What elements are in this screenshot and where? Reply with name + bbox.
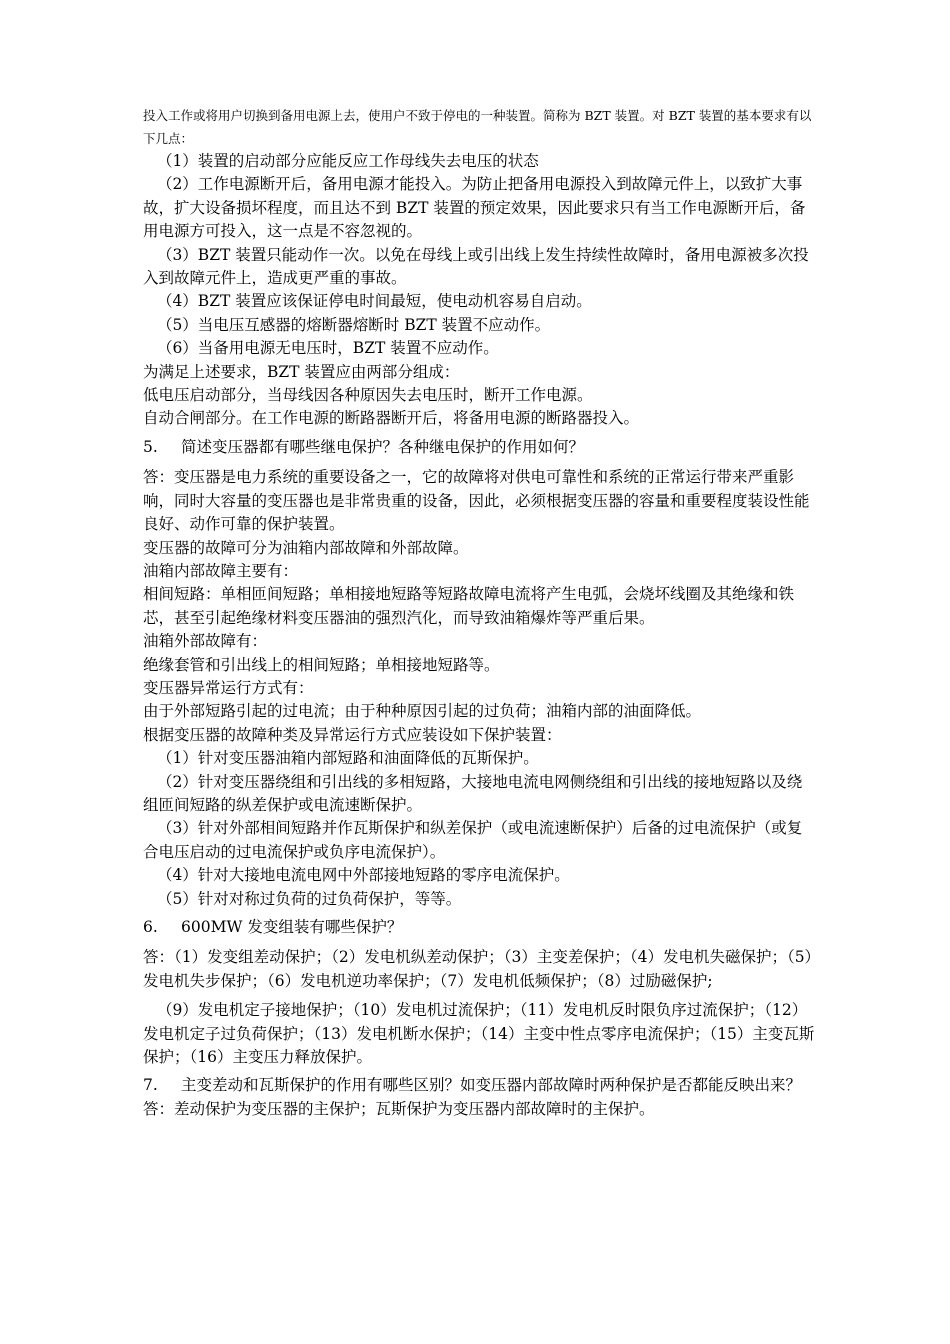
answer-paragraph: 根据变压器的故障种类及异常运行方式应装设如下保护装置： (143, 725, 562, 744)
answer-paragraph: 由于外部短路引起的过电流；由于种种原因引起的过负荷；油箱内部的油面降低。 (143, 702, 702, 721)
bzt-composition (143, 361, 815, 431)
answer-paragraph: （9）发电机定子接地保护；（10）发电机过流保护；（11）发电机反时限负序过流保护；（12）发电机定子过负荷保护；（13）发电机断水保护；（14）主变中性点零序电流保护；（15）主变瓦斯保护；（16）主变压力释放保护。 (143, 1001, 815, 1067)
question-number: 7. (143, 1076, 158, 1095)
question-text: 600MW 发变组装有哪些保护？ (181, 918, 403, 936)
question-text: 简述变压器都有哪些继电保护？各种继电保护的作用如何？ (181, 437, 585, 456)
answer-paragraph: 变压器异常运行方式有： (143, 678, 314, 697)
question-number: 6. (143, 918, 158, 936)
question-text: 主变差动和瓦斯保护的作用有哪些区别？如变压器内部故障时两种保护是否都能反映出来？ (181, 1076, 802, 1095)
requirement-item: （5）当电压互感器的熔断器熔断时 BZT 装置不应动作。 (156, 315, 551, 334)
answer-paragraph: 绝缘套管和引出线上的相间短路；单相接地短路等。 (143, 655, 500, 674)
requirement-item: （6）当备用电源无电压时，BZT 装置不应动作。 (156, 339, 499, 358)
protection-item: （2）针对变压器绕组和引出线的多相短路，大接地电流电网侧绕组和引出线的接地短路以及绕组匝间短路的纵差保护或电流速断保护。 (143, 772, 803, 814)
intro-paragraph: 投入工作或将用户切换到备用电源上去，使用户不致于停电的一种装置。简称为 BZT 装置。对 BZT 装置的基本要求有以下几点： (143, 108, 812, 146)
answer-paragraph: 变压器的故障可分为油箱内部故障和外部故障。 (143, 538, 469, 557)
composition-line: 为满足上述要求，BZT 装置应由两部分组成： (143, 362, 460, 381)
answer-paragraph: 答：（1）发变组差动保护；（2）发电机纵差动保护；（3）主变差保护；（4）发电机失磁保护；（5）发电机失步保护；（6）发电机逆功率保护；（7）发电机低频保护；（8）过励磁保护; (143, 948, 813, 990)
answer-paragraph: 相间短路：单相匝间短路；单相接地短路等短路故障电流将产生电弧，会烧坏线圈及其绝缘和铁芯，甚至引起绝缘材料变压器油的强烈汽化，而导致油箱爆炸等严重后果。 (143, 585, 795, 627)
requirement-item: （3）BZT 装置只能动作一次。以免在母线上或引出线上发生持续性故障时，备用电源被多次投入到故障元件上，造成更严重的事故。 (143, 245, 809, 288)
answer-7: 答：差动保护为变压器的主保护；瓦斯保护为变压器内部故障时的主保护。 (143, 1099, 655, 1118)
answer-paragraph: 油箱外部故障有： (143, 632, 268, 651)
protection-item: （3）针对外部相间短路并作瓦斯保护和纵差保护（或电流速断保护）后备的过电流保护（或复合电压启动的过电流保护或负序电流保护）。 (143, 819, 803, 861)
composition-line: 低电压启动部分，当母线因各种原因失去电压时，断开工作电源。 (143, 386, 593, 405)
answer-6 (143, 946, 815, 1069)
question-6 (143, 916, 815, 939)
answer-5 (143, 466, 815, 911)
protection-item: （5）针对对称过负荷的过负荷保护，等等。 (156, 889, 462, 908)
protection-item: （4）针对大接地电流电网中外部接地短路的零序电流保护。 (156, 866, 570, 885)
protection-item: （1）针对变压器油箱内部短路和油面降低的瓦斯保护。 (156, 749, 539, 768)
requirement-item: （4）BZT 装置应该保证停电时间最短，使电动机容易自启动。 (156, 292, 592, 311)
requirement-item: （2）工作电源断开后，备用电源才能投入。为防止把备用电源投入到故障元件上，以致扩大事故，扩大设备损坏程度，而且达不到 BZT 装置的预定效果，因此要求只有当工作电源断开后，备用电源方可投入，这一点是不容忽视的。 (143, 175, 806, 241)
bzt-requirements-list (143, 150, 815, 361)
question-7 (143, 1074, 815, 1097)
requirement-item: （1）装置的启动部分应能反应工作母线失去电压的状态 (156, 152, 539, 170)
question-5 (143, 436, 815, 459)
composition-line: 自动合闸部分。在工作电源的断路器断开后，将备用电源的断路器投入。 (143, 409, 640, 428)
question-number: 5. (143, 437, 158, 456)
document-body (143, 104, 815, 1121)
answer-paragraph: 油箱内部故障主要有： (143, 561, 299, 580)
answer-paragraph: 答：变压器是电力系统的重要设备之一，它的故障将对供电可靠性和系统的正常运行带来严重影响，同时大容量的变压器也是非常贵重的设备，因此，必须根据变压器的容量和重要程度装设性能良好、动作可靠的保护装置。 (143, 468, 810, 534)
